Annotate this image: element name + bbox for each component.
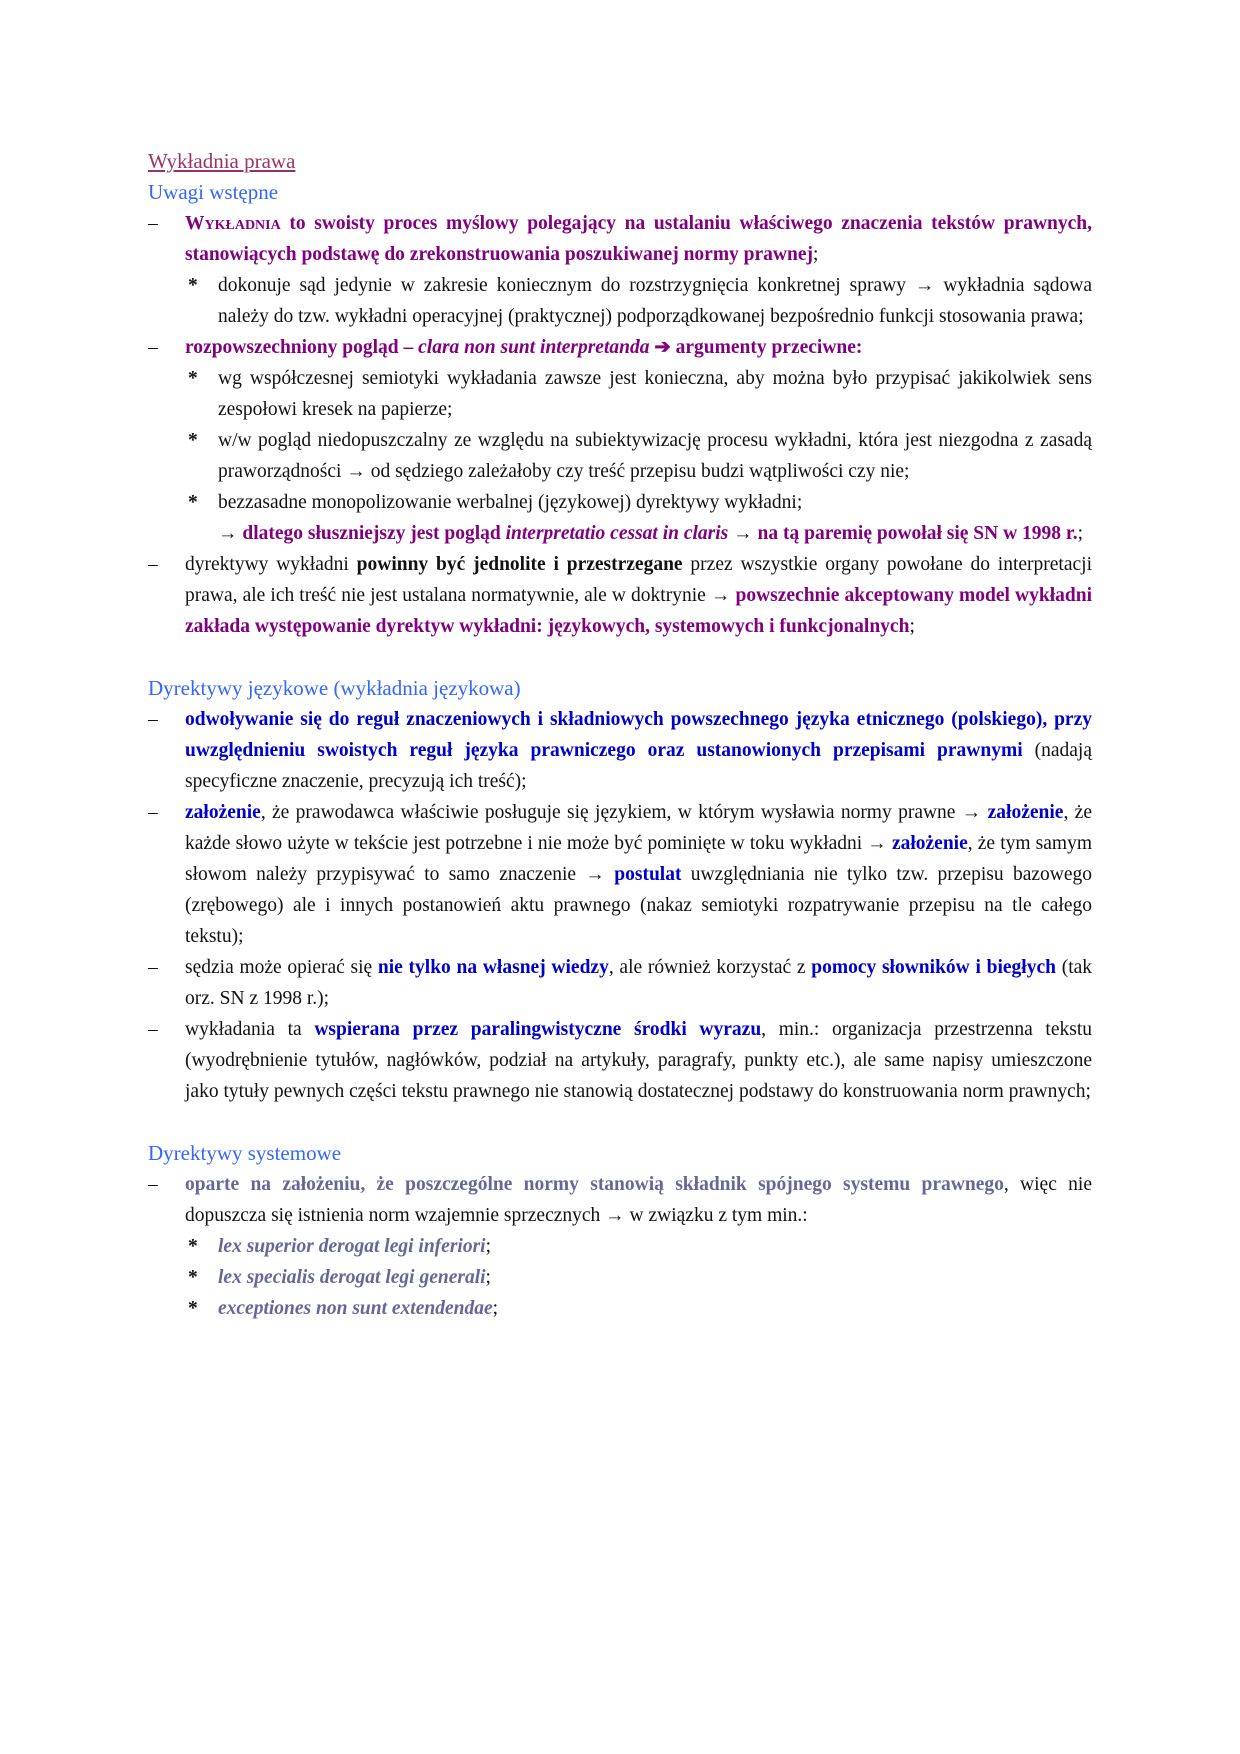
list-item bbox=[148, 1014, 1092, 1107]
dash-bullet-icon: – bbox=[148, 1174, 158, 1195]
asterisk-bullet-icon: * bbox=[188, 1267, 198, 1288]
text-run: interpretatio cessat in claris bbox=[505, 523, 729, 544]
asterisk-bullet-icon: * bbox=[188, 1236, 198, 1257]
text-run: Uwagi wstępne bbox=[148, 180, 279, 204]
text-run: ; bbox=[909, 616, 915, 637]
text-run: argumenty przeciwne: bbox=[675, 337, 863, 358]
text-run: przez wszystkie organy powołane do interpretacji prawa, ale ich treść nie jest ustalana normatywnie, ale w doktrynie → bbox=[185, 554, 1092, 606]
text-run: nie tylko na własnej wiedzy bbox=[377, 957, 609, 978]
text-run: (nadają specyficzne znaczenie, precyzują ich treść); bbox=[185, 740, 1092, 792]
dash-bullet-icon: – bbox=[148, 337, 158, 358]
dash-bullet-icon: – bbox=[148, 709, 158, 730]
text-run: exceptiones non sunt extendendae bbox=[218, 1298, 493, 1319]
text-run: lex superior derogat legi inferiori bbox=[218, 1236, 486, 1257]
text-run: odwoływanie się do reguł znaczeniowych i składniowych powszechnego języka etnicznego (polskiego), przy uwzględnieniu swoistych reguł języka prawniczego oraz ustanowionych przepisami prawnymi bbox=[185, 709, 1092, 761]
empty-line bbox=[148, 642, 1092, 673]
text-run: dokonuje sąd jedynie w zakresie koniecznym do rozstrzygnięcia konkretnej sprawy → wykładnia sądowa należy do tzw. wykładni operacyjnej (praktycznej) podporządkowanej bezpośrednio funkcji stosowania prawa; bbox=[218, 275, 1092, 327]
dash-bullet-icon: – bbox=[148, 1019, 158, 1040]
text-run: oparte na założeniu, że poszczególne normy stanowią składnik spójnego systemu prawnego bbox=[185, 1174, 1004, 1195]
text-run: Wykładnia prawa bbox=[148, 149, 296, 173]
text-run: ; bbox=[1077, 523, 1084, 544]
text-run: lex specialis derogat legi generali bbox=[218, 1267, 486, 1288]
text-run: ; bbox=[485, 1236, 492, 1257]
text-run: , że każde słowo użyte w tekście jest potrzebne i nie może być pominięte w toku wykładni → bbox=[185, 802, 1092, 854]
text-run: wg współczesnej semiotyki wykładania zawsze jest konieczna, aby można było przypisać jakikolwiek sens zespołowi kresek na papierze; bbox=[218, 368, 1092, 420]
text-run: ; bbox=[492, 1298, 499, 1319]
text-run: Wykładnia bbox=[185, 213, 281, 234]
list-item bbox=[148, 270, 1092, 332]
list-item bbox=[148, 425, 1092, 487]
text-run: założenie bbox=[891, 833, 968, 854]
text-run: ; bbox=[813, 244, 819, 265]
asterisk-bullet-icon: * bbox=[188, 430, 198, 451]
text-run: → bbox=[218, 523, 243, 544]
arrow-right-icon: ➔ bbox=[649, 337, 676, 358]
text-run: wykładania ta bbox=[185, 1019, 315, 1040]
text-run: , min.: organizacja przestrzenna tekstu (wyodrębnienie tytułów, nagłówków, podział na artykuły, paragrafy, punkty etc.), ale same napisy umieszczone jako tytuły pewnych części tekstu prawnego nie stanowią dostatecznej podstawy do konstruowania norm prawnych; bbox=[185, 1019, 1092, 1102]
text-run: w/w pogląd niedopuszczalny ze względu na subiektywizację procesu wykładni, która jest niezgodna z zasadą praworządności → od sędziego zależałoby czy treść przepisu budzi wątpliwości czy nie; bbox=[218, 430, 1092, 482]
text-run: Dyrektywy językowe (wykładnia językowa) bbox=[148, 676, 521, 700]
text-run: , ale również korzystać z bbox=[608, 957, 812, 978]
text-run: dyrektywy wykładni bbox=[185, 554, 357, 575]
text-run: założenie bbox=[185, 802, 261, 823]
list-item bbox=[148, 1293, 1092, 1324]
asterisk-bullet-icon: * bbox=[188, 275, 198, 296]
text-run: clara non sunt interpretanda bbox=[418, 337, 650, 358]
empty-line bbox=[148, 1107, 1092, 1138]
text-run: rozpowszechniony pogląd – bbox=[185, 337, 419, 358]
section-heading bbox=[148, 177, 1092, 208]
text-run: Dyrektywy systemowe bbox=[148, 1141, 342, 1165]
dash-bullet-icon: – bbox=[148, 802, 158, 823]
text-run: (tak orz. SN z 1998 r.); bbox=[185, 957, 1093, 1009]
text-run: sędzia może opierać się bbox=[185, 957, 378, 978]
text-run: , więc nie dopuszcza się istnienia norm wzajemnie sprzecznych → w związku z tym min.: bbox=[185, 1174, 1092, 1226]
list-item bbox=[148, 208, 1092, 270]
asterisk-bullet-icon: * bbox=[188, 492, 198, 513]
text-run: wspierana przez paralingwistyczne środki wyrazu bbox=[314, 1019, 762, 1040]
list-item bbox=[148, 518, 1092, 549]
list-item bbox=[148, 363, 1092, 425]
list-item bbox=[148, 1169, 1092, 1231]
list-item bbox=[148, 487, 1092, 518]
text-run: postulat bbox=[614, 864, 682, 885]
text-run: bezzasadne monopolizowanie werbalnej (językowej) dyrektywy wykładni; bbox=[218, 492, 803, 513]
text-run: powszechnie akceptowany model wykładni zakłada występowanie dyrektyw wykładni: językowych, systemowych i funkcjonalnych bbox=[185, 585, 1092, 637]
asterisk-bullet-icon: * bbox=[188, 1298, 198, 1319]
list-item bbox=[148, 797, 1092, 952]
list-item bbox=[148, 952, 1092, 1014]
text-run: założenie bbox=[987, 802, 1064, 823]
text-run: powinny być jednolite i przestrzegane bbox=[356, 554, 683, 575]
list-item bbox=[148, 1231, 1092, 1262]
text-run: uwzględniania nie tylko tzw. przepisu bazowego (zrębowego) ale i innych postanowień aktu prawnego (nakaz semiotyki rozpatrywanie przepisu na tle całego tekstu); bbox=[185, 864, 1092, 947]
text-run: na tą paremię powołał się SN w 1998 r. bbox=[757, 523, 1078, 544]
dash-bullet-icon: – bbox=[148, 554, 158, 575]
list-item bbox=[148, 549, 1092, 642]
section-heading bbox=[148, 1138, 1092, 1169]
section-heading bbox=[148, 673, 1092, 704]
text-run: , że tym samym słowom należy przypisywać to samo znaczenie → bbox=[185, 833, 1093, 885]
list-item bbox=[148, 332, 1092, 363]
document-title bbox=[148, 146, 1092, 177]
text-run: , że prawodawca właściwie posługuje się językiem, w którym wysławia normy prawne → bbox=[260, 802, 988, 823]
dash-bullet-icon: – bbox=[148, 213, 158, 234]
text-run: dlatego słuszniejszy jest pogląd bbox=[242, 523, 506, 544]
list-item bbox=[148, 1262, 1092, 1293]
document-page bbox=[148, 146, 1092, 1324]
dash-bullet-icon: – bbox=[148, 957, 158, 978]
text-run: → bbox=[728, 523, 758, 544]
text-run: pomocy słowników i biegłych bbox=[811, 957, 1056, 978]
text-run: ; bbox=[485, 1267, 491, 1288]
text-run: to swoisty proces myślowy polegający na ustalaniu właściwego znaczenia tekstów prawnych, stanowiących podstawę do zrekonstruowania poszukiwanej normy prawnej bbox=[185, 213, 1092, 265]
list-item bbox=[148, 704, 1092, 797]
asterisk-bullet-icon: * bbox=[188, 368, 198, 389]
